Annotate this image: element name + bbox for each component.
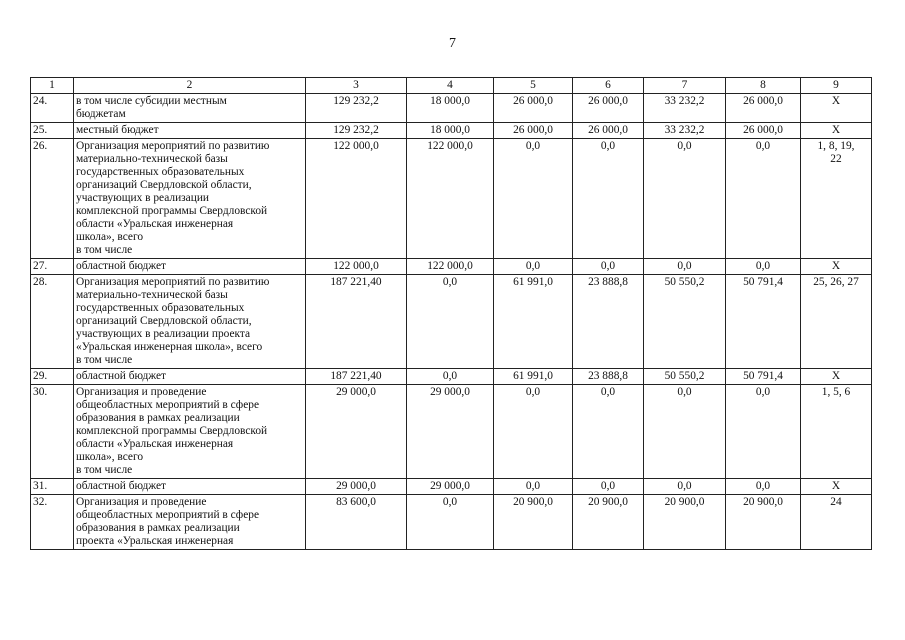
row-name-cell [74,479,306,495]
table-header-row [31,78,872,94]
value-cell: 187 221,40 [306,275,407,369]
cell-line: Организация и проведение [76,496,207,508]
table-row [31,139,872,259]
page-number: 7 [449,36,456,51]
reference-cell [801,369,872,385]
row-number-cell: 29. [31,369,74,385]
column-header: 7 [644,78,726,94]
value-cell: 26 000,0 [494,94,573,123]
table-row [31,259,872,275]
row-name-cell [74,123,306,139]
row-name-cell [74,385,306,479]
cell-line: 24 [830,496,842,508]
cell-line: областной бюджет [76,370,166,382]
row-name-cell [74,275,306,369]
row-number-cell: 30. [31,385,74,479]
cell-line: школа», всего [76,231,144,243]
cell-line: Организация и проведение [76,386,207,398]
reference-cell [801,275,872,369]
cell-line: бюджетам [76,108,126,120]
value-cell: 122 000,0 [306,139,407,259]
column-header: 6 [573,78,644,94]
row-name-cell [74,259,306,275]
value-cell: 0,0 [573,139,644,259]
column-header: 3 [306,78,407,94]
cell-line: областной бюджет [76,480,166,492]
cell-line: общеобластных мероприятий в сфере [76,509,259,521]
column-header: 9 [801,78,872,94]
value-cell: 61 991,0 [494,369,573,385]
value-cell: 0,0 [726,139,801,259]
table-row [31,385,872,479]
row-number-cell: 24. [31,94,74,123]
column-header: 1 [31,78,74,94]
cell-line: X [831,370,841,382]
value-cell: 0,0 [407,275,494,369]
value-cell: 23 888,8 [573,369,644,385]
column-header: 8 [726,78,801,94]
cell-line: 22 [830,153,842,165]
value-cell: 0,0 [573,479,644,495]
value-cell: 0,0 [726,385,801,479]
row-name-cell [74,495,306,550]
table-row [31,123,872,139]
value-cell: 50 550,2 [644,369,726,385]
row-number-cell: 32. [31,495,74,550]
cell-line: государственных образовательных [76,166,245,178]
value-cell: 122 000,0 [407,259,494,275]
value-cell: 23 888,8 [573,275,644,369]
cell-line: в том числе субсидии местным [76,95,227,107]
row-name-cell [74,94,306,123]
value-cell: 33 232,2 [644,123,726,139]
cell-line: образования в рамках реализации [76,412,240,424]
cell-line: организаций Свердловской области, [76,179,252,191]
cell-line: X [831,124,841,136]
value-cell: 61 991,0 [494,275,573,369]
value-cell: 0,0 [644,385,726,479]
value-cell: 20 900,0 [644,495,726,550]
cell-line: X [831,260,841,272]
table-row [31,479,872,495]
row-number-cell: 31. [31,479,74,495]
table-row [31,275,872,369]
row-number-cell: 28. [31,275,74,369]
value-cell: 26 000,0 [573,123,644,139]
value-cell: 50 791,4 [726,369,801,385]
cell-line: организаций Свердловской области, [76,315,252,327]
value-cell: 0,0 [726,479,801,495]
column-header: 2 [74,78,306,94]
value-cell: 0,0 [644,259,726,275]
row-number-cell: 26. [31,139,74,259]
cell-line: общеобластных мероприятий в сфере [76,399,259,411]
cell-line: школа», всего [76,451,144,463]
cell-line: областной бюджет [76,260,166,272]
cell-line: проекта «Уральская инженерная [76,535,234,547]
value-cell: 122 000,0 [407,139,494,259]
value-cell: 0,0 [573,385,644,479]
reference-cell [801,259,872,275]
value-cell: 0,0 [407,495,494,550]
row-name-cell [74,369,306,385]
cell-line: в том числе [76,244,133,256]
value-cell: 18 000,0 [407,94,494,123]
cell-line: области «Уральская инженерная [76,438,234,450]
cell-line: «Уральская инженерная школа», всего [76,341,263,353]
reference-cell [801,139,872,259]
value-cell: 26 000,0 [573,94,644,123]
value-cell: 129 232,2 [306,94,407,123]
value-cell: 29 000,0 [407,479,494,495]
cell-line: материально-технической базы [76,153,228,165]
cell-line: в том числе [76,464,133,476]
cell-line: государственных образовательных [76,302,245,314]
reference-cell [801,495,872,550]
value-cell: 29 000,0 [306,385,407,479]
cell-line: 25, 26, 27 [813,276,859,288]
value-cell: 50 791,4 [726,275,801,369]
value-cell: 122 000,0 [306,259,407,275]
cell-line: области «Уральская инженерная [76,218,234,230]
row-name-cell [74,139,306,259]
value-cell: 29 000,0 [306,479,407,495]
value-cell: 187 221,40 [306,369,407,385]
row-number-cell: 27. [31,259,74,275]
value-cell: 26 000,0 [726,94,801,123]
row-number-cell: 25. [31,123,74,139]
cell-line: 1, 5, 6 [821,386,851,398]
value-cell: 29 000,0 [407,385,494,479]
cell-line: комплексной программы Свердловской [76,425,268,437]
cell-line: участвующих в реализации [76,192,210,204]
value-cell: 0,0 [573,259,644,275]
reference-cell [801,123,872,139]
table-row [31,495,872,550]
value-cell: 0,0 [494,385,573,479]
value-cell: 0,0 [494,259,573,275]
table-row [31,369,872,385]
value-cell: 0,0 [407,369,494,385]
value-cell: 0,0 [494,139,573,259]
budget-table [30,77,872,550]
value-cell: 129 232,2 [306,123,407,139]
cell-line: материально-технической базы [76,289,228,301]
cell-line: Организация мероприятий по развитию [76,276,270,288]
value-cell: 18 000,0 [407,123,494,139]
value-cell: 0,0 [726,259,801,275]
cell-line: X [831,480,841,492]
reference-cell [801,479,872,495]
reference-cell [801,385,872,479]
column-header: 5 [494,78,573,94]
cell-line: X [831,95,841,107]
cell-line: образования в рамках реализации [76,522,240,534]
column-header: 4 [407,78,494,94]
value-cell: 33 232,2 [644,94,726,123]
cell-line: Организация мероприятий по развитию [76,140,270,152]
value-cell: 20 900,0 [494,495,573,550]
value-cell: 83 600,0 [306,495,407,550]
cell-line: 1, 8, 19, [817,140,855,152]
value-cell: 0,0 [644,139,726,259]
value-cell: 0,0 [644,479,726,495]
value-cell: 26 000,0 [494,123,573,139]
cell-line: в том числе [76,354,133,366]
table-row [31,94,872,123]
value-cell: 26 000,0 [726,123,801,139]
cell-line: местный бюджет [76,124,159,136]
value-cell: 50 550,2 [644,275,726,369]
value-cell: 0,0 [494,479,573,495]
cell-line: участвующих в реализации проекта [76,328,251,340]
cell-line: комплексной программы Свердловской [76,205,268,217]
value-cell: 20 900,0 [573,495,644,550]
reference-cell [801,94,872,123]
value-cell: 20 900,0 [726,495,801,550]
